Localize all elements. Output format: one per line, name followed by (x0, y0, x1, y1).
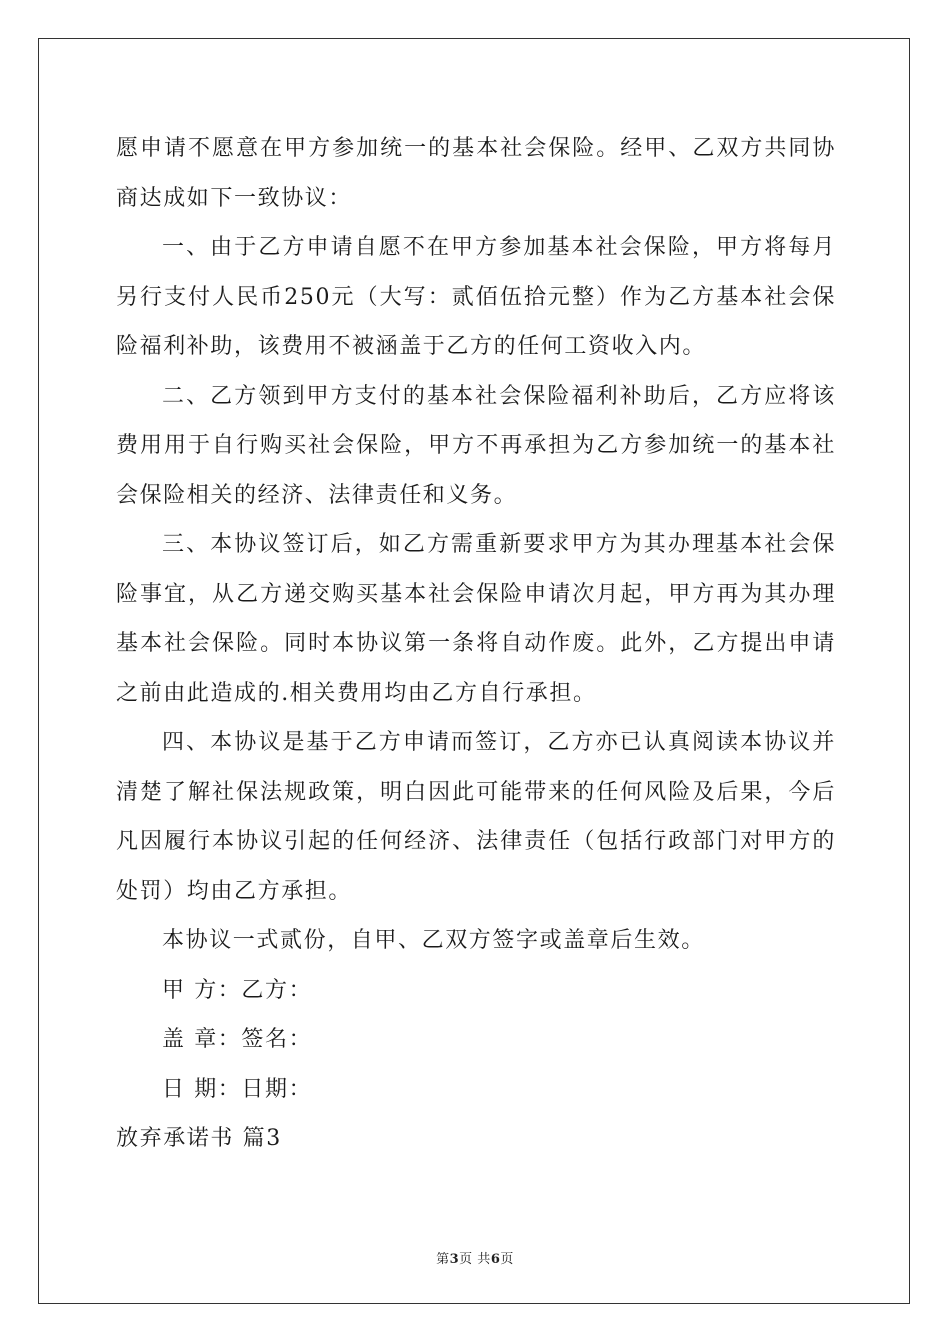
footer-prefix: 第 (436, 1252, 450, 1267)
paragraph-effect: 本协议一式贰份，自甲、乙双方签字或盖章后生效。 (162, 928, 705, 953)
document-body (116, 124, 836, 1164)
footer-page-number: 3 (449, 1252, 460, 1267)
footer-mid: 页 共 (459, 1252, 491, 1267)
paragraph-clause-4: 四、本协议是基于乙方申请而签订，乙方亦已认真阅读本协议并清楚了解社保法规政策，明白因此可能带来的任何风险及后果，今后凡因履行本协议引起的任何经济、法律责任（包括行政部门对甲方的处罚）均由乙方承担。 (116, 730, 836, 904)
paragraph-clause-1: 一、由于乙方申请自愿不在甲方参加基本社会保险，甲方将每月另行支付人民币250元（大写：贰佰伍拾元整）作为乙方基本社会保险福利补助，该费用不被涵盖于乙方的任何工资收入内。 (116, 235, 836, 359)
section-heading: 放弃承诺书 篇3 (116, 1126, 282, 1151)
paragraph-clause-2: 二、乙方领到甲方支付的基本社会保险福利补助后，乙方应将该费用用于自行购买社会保险，甲方不再承担为乙方参加统一的基本社会保险相关的经济、法律责任和义务。 (116, 383, 836, 508)
signature-party-line: 甲 方：乙方： (162, 977, 313, 1003)
page-footer (0, 1248, 950, 1267)
signature-date-line: 日 期：日期： (162, 1076, 313, 1102)
footer-suffix: 页 (500, 1252, 514, 1267)
footer-total-pages: 6 (490, 1252, 501, 1267)
paragraph-clause-3: 三、本协议签订后，如乙方需重新要求甲方为其办理基本社会保险事宜，从乙方递交购买基本社会保险申请次月起，甲方再为其办理基本社会保险。同时本协议第一条将自动作废。此外，乙方提出申请之前由此造成的.相关费用均由乙方自行承担。 (116, 532, 836, 706)
signature-seal-line: 盖 章：签名： (162, 1027, 313, 1052)
paragraph-intro: 愿申请不愿意在甲方参加统一的基本社会保险。经甲、乙双方共同协商达成如下一致协议： (116, 136, 836, 211)
